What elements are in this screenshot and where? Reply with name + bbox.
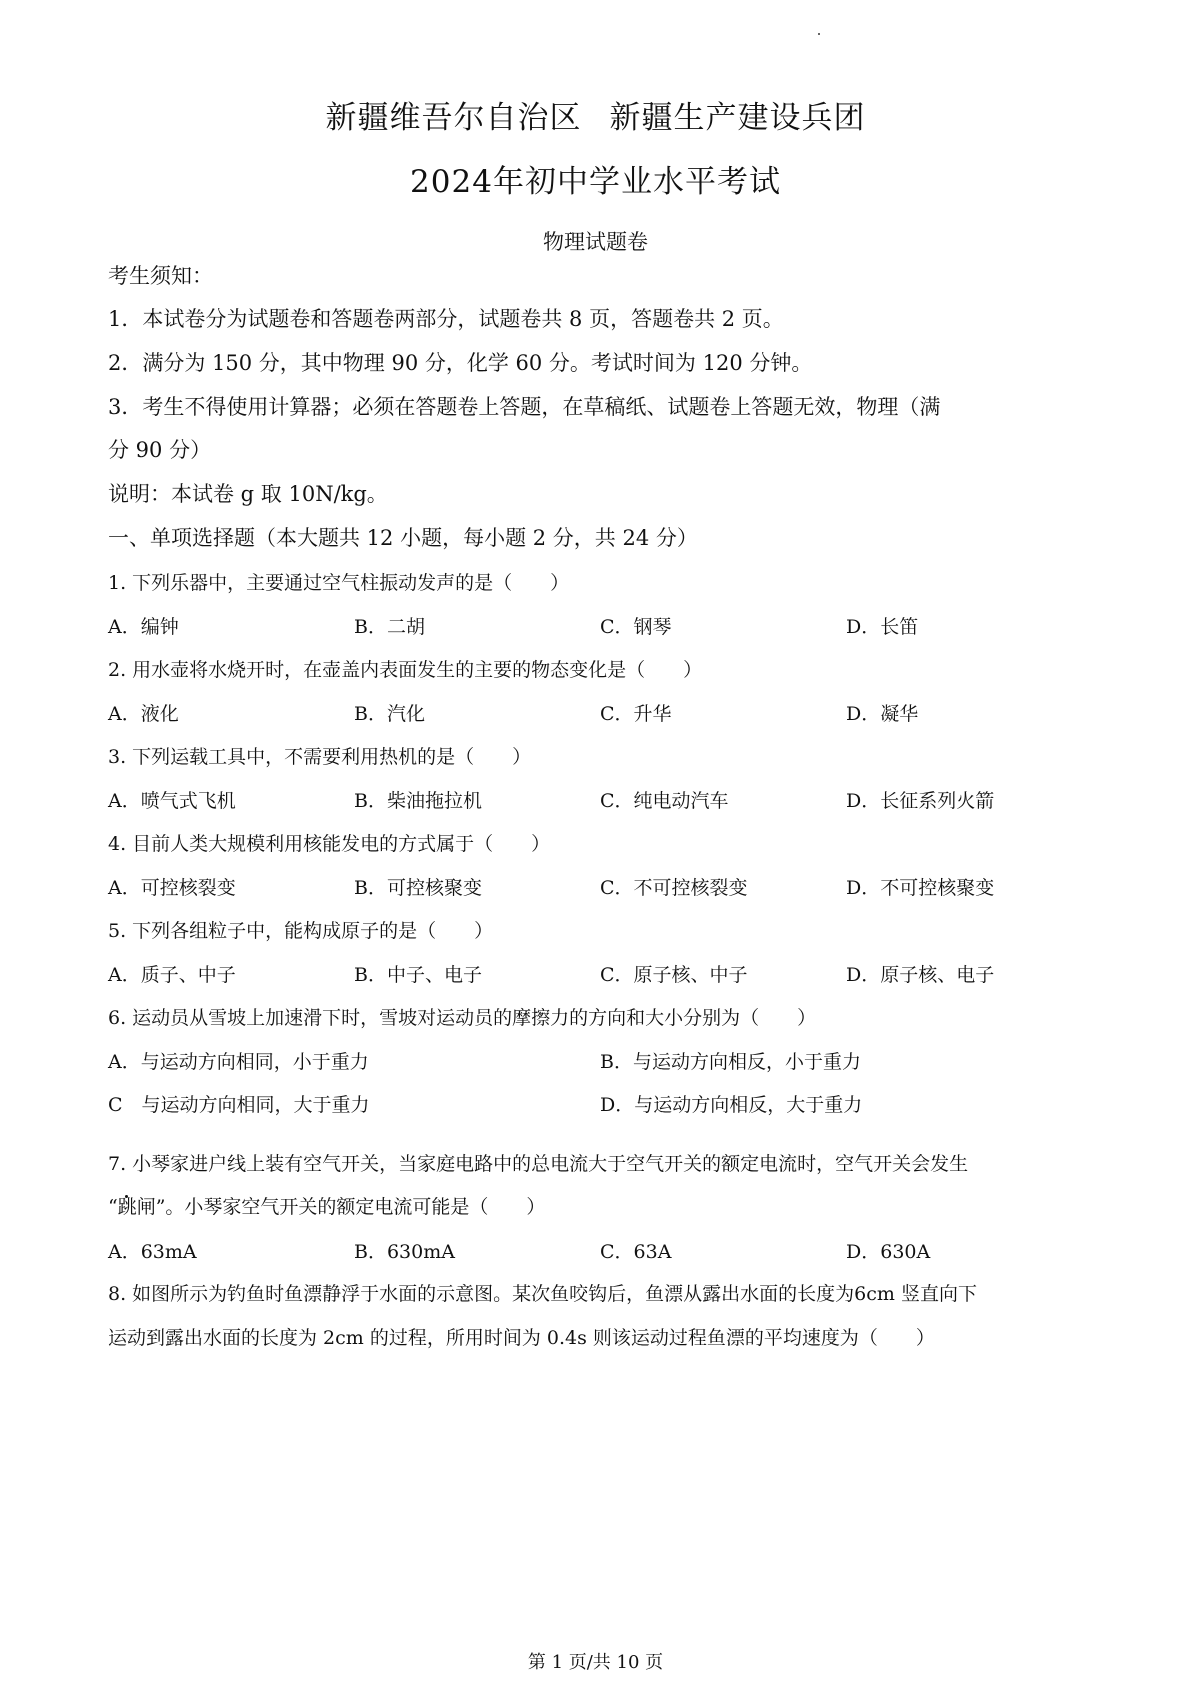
question-1-option-a: A．编钟 xyxy=(108,616,179,638)
question-5-option-b: B．中子、电子 xyxy=(354,964,482,986)
page-number: 第 1 页/共 10 页 xyxy=(527,1652,664,1673)
notice-heading: 考生须知： xyxy=(108,264,213,288)
question-8-stem-line2: 运动到露出水面的长度为 2cm 的过程，所用时间为 0.4s 则该运动过程鱼漂的平均速度为（ ） xyxy=(108,1327,935,1349)
question-1-option-d: D．长笛 xyxy=(846,616,919,638)
question-5-stem: 5. 下列各组粒子中，能构成原子的是（ ） xyxy=(108,920,494,942)
exam-title: 2024年初中学业水平考试 xyxy=(410,164,781,200)
question-2-option-d: D．凝华 xyxy=(846,703,919,725)
question-7-stem-line2: “跳闸”。小琴家空气开关的额定电流可能是（ ） xyxy=(108,1196,546,1218)
question-1-stem: 1. 下列乐器中，主要通过空气柱振动发声的是（ ） xyxy=(108,572,570,594)
question-1-option-b: B．二胡 xyxy=(354,616,425,638)
question-8-stem-line1: 8. 如图所示为钓鱼时鱼漂静浮于水面的示意图。某次鱼咬钩后，鱼漂从露出水面的长度为6cm 竖直向下 xyxy=(108,1283,977,1305)
question-6-option-a: A．与运动方向相同，小于重力 xyxy=(108,1051,369,1073)
question-2-option-c: C．升华 xyxy=(600,703,672,725)
question-3-option-a: A．喷气式飞机 xyxy=(108,790,236,812)
question-4-option-c: C．不可控核裂变 xyxy=(600,877,748,899)
question-4-option-a: A．可控核裂变 xyxy=(108,877,236,899)
question-5-option-a: A．质子、中子 xyxy=(108,964,236,986)
question-6-option-c: C 与运动方向相同，大于重力 xyxy=(108,1094,370,1116)
question-7-option-d: D．630A xyxy=(846,1241,931,1263)
question-7-option-a: A．63mA xyxy=(108,1241,197,1263)
notice-item-3-line1: 3．考生不得使用计算器；必须在答题卷上答题，在草稿纸、试题卷上答题无效，物理（满 xyxy=(108,395,941,419)
question-3-stem: 3. 下列运载工具中，不需要利用热机的是（ ） xyxy=(108,746,532,768)
notice-item-1: 1．本试卷分为试题卷和答题卷两部分，试题卷共 8 页，答题卷共 2 页。 xyxy=(108,307,784,331)
question-4-option-d: D．不可控核聚变 xyxy=(846,877,995,899)
title-corps: 新疆生产建设兵团 xyxy=(609,100,866,136)
question-1-option-c: C．钢琴 xyxy=(600,616,672,638)
question-2-option-b: B．汽化 xyxy=(354,703,425,725)
exam-subtitle: 物理试题卷 xyxy=(543,230,648,254)
question-4-option-b: B．可控核聚变 xyxy=(354,877,482,899)
question-7-stem-line1: 7. 小琴家进户线上装有空气开关，当家庭电路中的总电流大于空气开关的额定电流时，空气开关会发生 xyxy=(108,1153,969,1175)
question-3-option-d: D．长征系列火箭 xyxy=(846,790,995,812)
question-2-stem: 2. 用水壶将水烧开时，在壶盖内表面发生的主要的物态变化是（ ） xyxy=(108,659,703,681)
question-2-option-a: A．液化 xyxy=(108,703,179,725)
question-6-option-b: B．与运动方向相反，小于重力 xyxy=(600,1051,861,1073)
notice-item-2: 2．满分为 150 分，其中物理 90 分，化学 60 分。考试时间为 120 分钟。 xyxy=(108,351,813,375)
notice-item-3-line2: 分 90 分） xyxy=(108,438,212,462)
question-7-option-c: C．63A xyxy=(600,1241,672,1263)
note-line: 说明：本试卷 g 取 10N/kg。 xyxy=(108,482,388,506)
question-5-option-d: D．原子核、电子 xyxy=(846,964,995,986)
question-4-stem: 4. 目前人类大规模利用核能发电的方式属于（ ） xyxy=(108,833,551,855)
question-6-option-d: D．与运动方向相反，大于重力 xyxy=(600,1094,863,1116)
question-3-option-c: C．纯电动汽车 xyxy=(600,790,729,812)
question-3-option-b: B．柴油拖拉机 xyxy=(354,790,482,812)
scan-speck xyxy=(818,33,820,35)
question-5-option-c: C．原子核、中子 xyxy=(600,964,748,986)
question-7-option-b: B．630mA xyxy=(354,1241,455,1263)
title-region: 新疆维吾尔自治区 xyxy=(325,100,582,136)
page-title xyxy=(0,92,1191,137)
question-6-stem: 6. 运动员从雪坡上加速滑下时，雪坡对运动员的摩擦力的方向和大小分别为（ ） xyxy=(108,1007,817,1029)
section-heading: 一、单项选择题（本大题共 12 小题，每小题 2 分，共 24 分） xyxy=(108,526,698,550)
